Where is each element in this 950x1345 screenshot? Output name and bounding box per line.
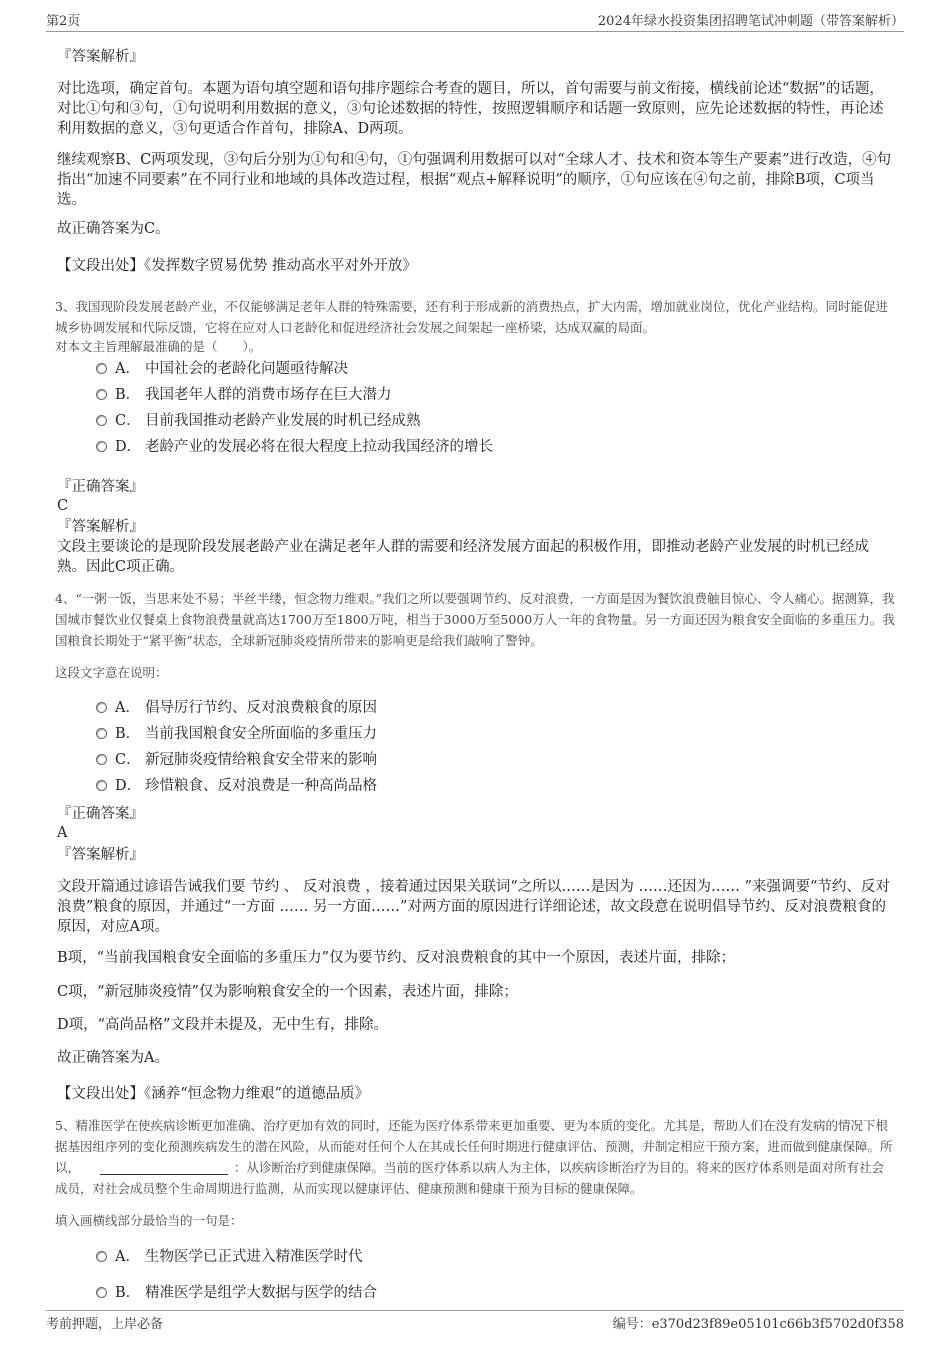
q4-option-a[interactable]: A． 倡导厉行节约、反对浪费粮食的原因	[96, 698, 377, 718]
q4-source: 【文段出处】《涵养“恒念物力维艰”的道德品质》	[57, 1086, 370, 1102]
q3-analysis-label: 『答案解析』	[57, 519, 144, 535]
q4-option-b[interactable]: B． 当前我国粮食安全所面临的多重压力	[96, 724, 377, 744]
radio-icon[interactable]	[96, 441, 107, 452]
q5-option-b[interactable]: B． 精准医学是组学大数据与医学的结合	[96, 1283, 377, 1303]
radio-icon[interactable]	[96, 754, 107, 765]
q4-analysis-label: 『答案解析』	[57, 847, 144, 863]
radio-icon[interactable]	[96, 1287, 107, 1298]
document-code: 编号：e370d23f89e05101c66b3f5702d0f358	[612, 1317, 904, 1332]
q4-conclusion: 故正确答案为A。	[57, 1050, 169, 1066]
q4-analysis-p4: D项，“高尚品格”文段并未提及，无中生有，排除。	[57, 1017, 388, 1033]
radio-icon[interactable]	[96, 389, 107, 400]
header-divider	[46, 31, 904, 32]
q3-answer-label: 『正确答案』	[57, 479, 144, 495]
q3-option-b[interactable]: B． 我国老年人群的消费市场存在巨大潜力	[96, 385, 392, 405]
q3-analysis: 文段主要谈论的是现阶段发展老龄产业在满足老年人群的需要和经济发展方面起的积极作用，即推动老龄产业发展的时机已经成熟。因此C项正确。	[57, 539, 869, 575]
radio-icon[interactable]	[96, 1251, 107, 1262]
q2-analysis-p1: 对比选项，确定首句。本题为语句填空题和语句排序题综合考查的题目，所以，首句需要与前文衔接，横线前论述“数据”的话题，对比①句和③句，①句说明利用数据的意义，③句论述数据的特性，按照逻辑顺序和话题一致原则，应先论述数据的特性，再论述利用数据的意义，③句更适合作首句，排除A、D两项。	[57, 81, 884, 137]
q5-question: 填入画横线部分最恰当的一句是：	[55, 1213, 243, 1228]
q4-option-c[interactable]: C． 新冠肺炎疫情给粮食安全带来的影响	[96, 750, 377, 770]
q2-source: 【文段出处】《发挥数字贸易优势 推动高水平对外开放》	[57, 258, 417, 274]
fill-blank-line[interactable]	[100, 1161, 228, 1175]
q4-answer: A	[57, 825, 68, 841]
q4-question: 这段文字意在说明：	[55, 665, 168, 680]
q4-answer-label: 『正确答案』	[57, 806, 144, 822]
radio-icon[interactable]	[96, 415, 107, 426]
page-header	[46, 10, 904, 30]
radio-icon[interactable]	[96, 728, 107, 739]
radio-icon[interactable]	[96, 780, 107, 791]
q4-analysis-p2: B项，“当前我国粮食安全面临的多重压力”仅为要节约、反对浪费粮食的其中一个原因，表述片面，排除；	[57, 950, 735, 966]
page-number: 第2页	[46, 14, 81, 29]
q3-question: 对本文主旨理解最准确的是（ ）。	[55, 339, 262, 354]
q2-conclusion: 故正确答案为C。	[57, 221, 170, 237]
q3-option-c[interactable]: C． 目前我国推动老龄产业发展的时机已经成熟	[96, 411, 421, 431]
radio-icon[interactable]	[96, 702, 107, 713]
document-title: 2024年绿水投资集团招聘笔试冲刺题（带答案解析）	[597, 14, 904, 29]
q3-answer: C	[57, 498, 69, 514]
q5-stem: 5、精准医学在使疾病诊断更加准确、治疗更加有效的同时，还能为医疗体系带来更加重要、更为本质的变化。尤其是，帮助人们在没有发病的情况下根据基因组序列的变化预测疾病发生的潜在风险，从而能对任何个人在其成长任何时期进行健康评估、预测，并制定相应干预方案，进而做到健康保障。所以， ：从诊断治疗到健康保障。当前的医疗体系以病人为主体，以疾病诊断治疗为目的。将来的医疗体系则是面对所有社会成员，对社会成员整个生命周期进行监测，从而实现以健康评估、健康预测和健康干预为目标的健康保障。	[55, 1118, 893, 1196]
q4-stem: 4、“一粥一饭，当思来处不易；半丝半缕，恒念物力维艰。”我们之所以要强调节约、反对浪费，一方面是因为餐饮浪费触目惊心、令人痛心。据测算，我国城市餐饮业仅餐桌上食物浪费量就高达1700万至1800万吨，相当于3000万至5000万人一年的食物量。另一方面还因为粮食安全面临的多重压力。我国粮食长期处于“紧平衡”状态，全球新冠肺炎疫情所带来的影响更是给我们敲响了警钟。	[55, 591, 895, 648]
q3-option-a[interactable]: A． 中国社会的老龄化问题亟待解决	[96, 359, 348, 379]
q5-option-a[interactable]: A． 生物医学已正式进入精准医学时代	[96, 1247, 363, 1267]
q4-analysis-p1: 文段开篇通过谚语告诫我们要 节约 、 反对浪费 ，接着通过因果关联词“之所以……是因为 ……还因为…… ”来强调要“节约、反对浪费”粮食的原因，并通过“一方面 …… 另一方面……”对两方面的原因进行详细论述，故文段意在说明倡导节约、反对浪费粮食的原因，对应A项。	[57, 879, 890, 935]
footer-slogan: 考前押题，上岸必备	[46, 1317, 164, 1332]
q3-option-d[interactable]: D． 老龄产业的发展必将在很大程度上拉动我国经济的增长	[96, 437, 493, 457]
q2-analysis-p2: 继续观察B、C两项发现，③句后分别为①句和④句，①句强调利用数据可以对“全球人才、技术和资本等生产要素”进行改造，④句指出“加速不同要素”在不同行业和地域的具体改造过程，根据“观点+解释说明”的顺序，①句应该在④句之前，排除B项，C项当选。	[57, 152, 892, 208]
q2-analysis-label: 『答案解析』	[57, 49, 144, 65]
q4-option-d[interactable]: D． 珍惜粮食、反对浪费是一种高尚品格	[96, 776, 377, 796]
q4-analysis-p3: C项，“新冠肺炎疫情”仅为影响粮食安全的一个因素，表述片面，排除；	[57, 984, 518, 1000]
footer-divider	[46, 1310, 904, 1311]
radio-icon[interactable]	[96, 363, 107, 374]
q3-stem: 3、我国现阶段发展老龄产业，不仅能够满足老年人群的特殊需要，还有利于形成新的消费热点，扩大内需，增加就业岗位，优化产业结构。同时能促进城乡协调发展和代际反馈，它将在应对人口老龄化和促进经济社会发展之间架起一座桥梁，达成双赢的局面。	[55, 299, 888, 335]
